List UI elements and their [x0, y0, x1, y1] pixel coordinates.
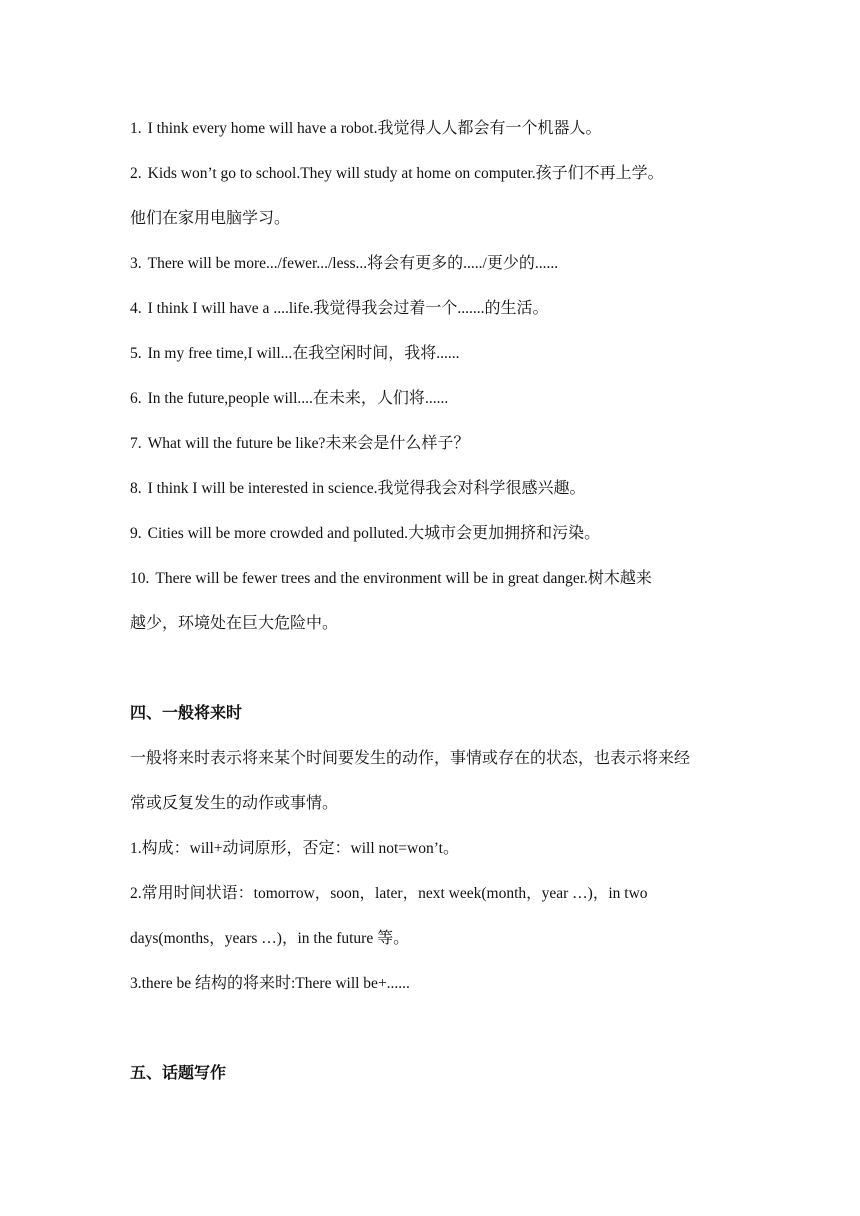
sentence-chinese: 我觉得我会过着一个 [313, 298, 458, 317]
sentence-number: 3. [130, 255, 142, 272]
sentence-chinese: 我觉得我会对科学很感兴趣。 [377, 478, 586, 497]
grammar-item-2 [130, 883, 740, 904]
sentence-english: I think I will have a ....life. [147, 300, 314, 317]
sentence-chinese: 孩子们不再上学。 [535, 163, 664, 182]
sentence-number: 8. [130, 480, 142, 497]
sentence-8 [130, 478, 740, 499]
sentence-10-continuation [130, 613, 740, 634]
sentence-4 [130, 298, 740, 319]
sentence-2 [130, 163, 740, 184]
sentence-english: There will be more.../fewer.../less... [147, 255, 368, 272]
sentence-number: 9. [130, 525, 142, 542]
sentence-chinese: 树木越来 [587, 568, 652, 587]
section-heading-future-tense: 四、一般将来时 [130, 703, 243, 722]
sentence-2-continuation [130, 208, 740, 229]
item-english: will+ [189, 840, 223, 857]
section-heading-topic-writing: 五、话题写作 [130, 1063, 227, 1082]
sentence-english: I think I will be interested in science. [147, 480, 378, 497]
sentence-number: 5. [130, 345, 142, 362]
sentence-chinese: 的生活。 [484, 298, 549, 317]
sentence-number: 6. [130, 390, 142, 407]
sentence-3 [130, 253, 740, 274]
sentence-chinese: 大城市会更加拥挤和污染。 [408, 523, 601, 542]
sentence-5 [130, 343, 740, 364]
sentence-english: ...../ [463, 255, 487, 272]
section-intro-line-1 [130, 748, 740, 769]
sentence-10 [130, 568, 740, 589]
sentence-chinese: 他们在家用电脑学习。 [130, 208, 291, 227]
sentence-english: ...... [436, 345, 460, 362]
sentence-number: 10. [130, 570, 150, 587]
sentence-chinese: 未来会是什么样子？ [325, 433, 470, 452]
item-punct: 。 [442, 838, 459, 857]
sentence-number: 7. [130, 435, 142, 452]
sentence-english: ....... [457, 300, 485, 317]
item-chinese: 结构的将来时 [194, 973, 291, 992]
sentence-english: In my free time,I will... [147, 345, 293, 362]
sentence-english: ...... [424, 390, 449, 407]
sentence-english: ...... [534, 255, 559, 272]
item-label: 构成： [141, 838, 190, 857]
sentence-english: There will be fewer trees and the environment will be in great danger. [155, 570, 588, 587]
sentence-english: What will the future be like? [147, 435, 326, 452]
item-number: 2. [130, 885, 142, 902]
sentence-1 [130, 118, 740, 139]
sentence-english: In the future,people will.... [147, 390, 313, 407]
sentence-9 [130, 523, 740, 544]
sentence-6 [130, 388, 740, 409]
grammar-item-3 [130, 973, 740, 994]
sentence-english: Cities will be more crowded and polluted. [147, 525, 409, 542]
section-intro-line-2 [130, 793, 740, 814]
sentence-number: 1. [130, 120, 142, 137]
sentence-english: Kids won’t go to school.They will study at home on computer. [147, 165, 536, 182]
grammar-item-1 [130, 838, 740, 859]
item-label: 常用时间状语： [141, 883, 254, 902]
sentence-chinese: 我觉得人人都会有一个机器人。 [377, 118, 602, 137]
item-english: days(months，years …)，in the future [130, 930, 378, 947]
item-number: 1. [130, 840, 142, 857]
sentence-7 [130, 433, 740, 454]
sentence-chinese: 更少的 [486, 253, 535, 272]
intro-text: 一般将来时表示将来某个时间要发生的动作，事情或存在的状态，也表示将来经 [130, 748, 691, 767]
sentence-chinese: 越少，环境处在巨大危险中。 [130, 613, 339, 632]
item-english: 3.there be [130, 975, 195, 992]
item-chinese: 等。 [377, 928, 410, 947]
sentence-chinese: 在我空闲时间，我将 [292, 343, 437, 362]
item-english: :There will be+...... [291, 975, 410, 992]
sentence-number: 2. [130, 165, 142, 182]
sentence-chinese: 将会有更多的 [367, 253, 464, 272]
sentence-english: I think every home will have a robot. [147, 120, 378, 137]
sentence-number: 4. [130, 300, 142, 317]
intro-text: 常或反复发生的动作或事情。 [130, 793, 339, 812]
item-english: tomorrow，soon，later，next week(month，year …)，in two [253, 885, 648, 902]
sentence-chinese: 在未来，人们将 [312, 388, 425, 407]
item-english: will not=won’t [350, 840, 443, 857]
grammar-item-2-continuation [130, 928, 740, 949]
item-chinese: 动词原形，否定： [222, 838, 351, 857]
